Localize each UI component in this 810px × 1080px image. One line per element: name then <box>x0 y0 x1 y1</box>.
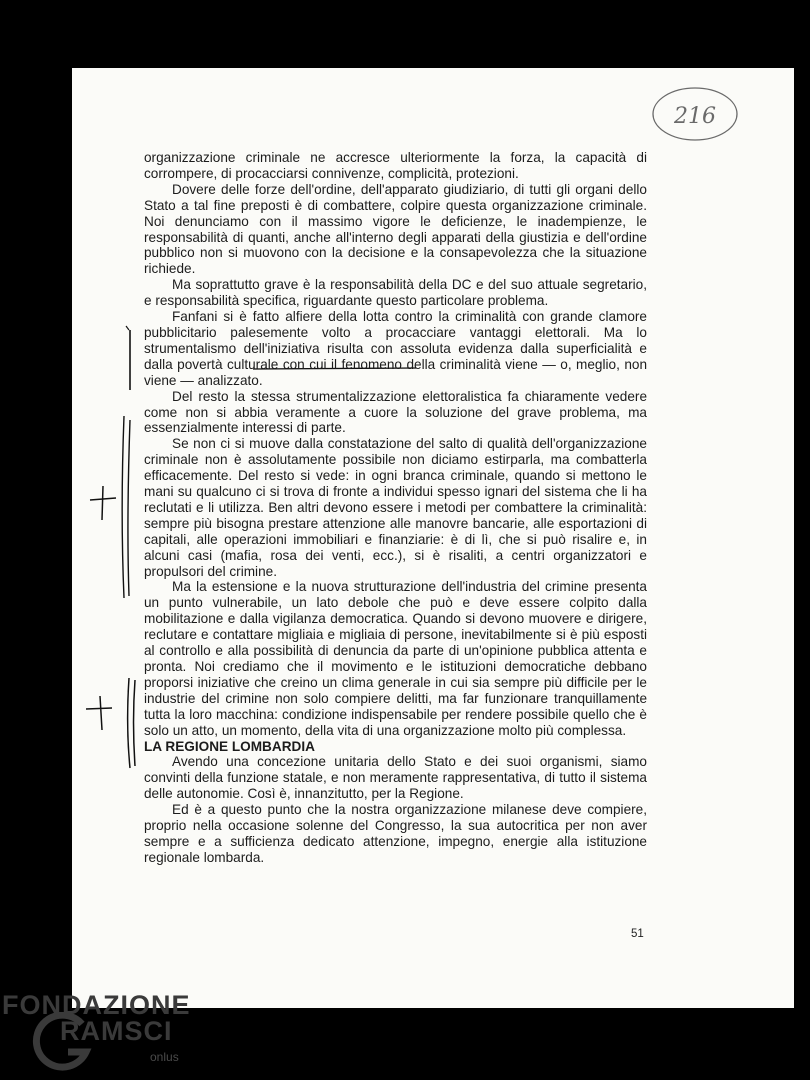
archive-mark: 216 <box>674 104 716 129</box>
paragraph-7: Ma la estensione e la nuova strutturazione dell'industria del crimine presenta un punto vulnerabile, un lato debole che può e deve essere colpito dalla mobilitazione e dalla vigilanza democratica. Quando si devono muovere e dirigere, reclutare e contattare migliaia e migliaia di persone, inevitabilmente si è più esposti al controllo e alla possibilità di denuncia da parte di un'opinione pubblica attenta e pronta. Noi crediamo che il movimento e le istituzioni democratiche debbano proporsi iniziative che creino un clima generale in cui sia sempre più difficile per le industrie del crimine non solo compiere delitti, ma far funzionare tranquillamente tutta la loro macchina: condizione indispensabile per rendere possibile quello che è solo un atto, un momento, della vita di una organizzazione molto più complessa. <box>144 579 647 738</box>
paragraph-4-end: con cui il fenomeno della criminalità viene — o, meglio, non viene — analizzato. <box>144 356 648 388</box>
margin-bracket-3 <box>128 678 130 768</box>
section-paragraph-1: Avendo una concezione unitaria dello Stato e dei suoi organismi, siamo convinti della funzione statale, e non meramente rappresentativa, di tutto il sistema delle autonomie. Così è, innanzitutto, per la Regione. <box>144 754 647 802</box>
section-heading: LA REGIONE LOMBARDIA <box>144 738 315 754</box>
paragraph-1: organizzazione criminale ne accresce ulteriormente la forza, la capacità di corrompere, di procacciarsi connivenze, complicità, protezioni. <box>144 150 647 181</box>
page-number: 51 <box>631 928 644 940</box>
margin-plus-mark-1 <box>90 486 116 520</box>
section-paragraph-2: Ed è a questo punto che la nostra organizzazione milanese deve compiere, proprio nella occasione solenne del Congresso, la sua autocritica per non aver sempre e a sufficienza dedicato attenzione, impegno, energie alla istituzione regionale lombarda. <box>144 802 647 865</box>
watermark-sub: onlus <box>150 1050 179 1064</box>
body-text <box>144 150 647 866</box>
document-page <box>72 68 794 1008</box>
watermark-line1: FONDAZIONE <box>2 990 191 1020</box>
fondazione-gramsci-watermark <box>2 990 202 1070</box>
paragraph-3: Ma soprattutto grave è la responsabilità della DC e del suo attuale segretario, e responsabilità specifica, riguardante questo particolare problema. <box>144 277 647 309</box>
paragraph-4 <box>144 309 647 389</box>
margin-bracket-2 <box>122 416 124 598</box>
underlined-phrase: dalla povertà culturale <box>144 356 279 372</box>
paragraph-4-start: Fanfani si è fatto alfiere della lotta contro la criminalità con grande clamore pubblicitario palesemente volto a procacciare vantaggi elettorali. Ma lo strumentalismo dell'iniziativa risulta con assoluta evidenza dalla superficialità e <box>144 309 647 356</box>
paragraph-6: Se non ci si muove dalla constatazione del salto di qualità dell'organizzazione criminale non è assolutamente possibile non diciamo estirparla, ma combatterla efficacemente. Del resto si vede: in ogni branca criminale, quando si mettono le mani su qualcuno ci si trova di fronte a individui spesso ignari del sistema che li ha reclutati e li utilizza. Ben altri devono essere i metodi per combattere la criminalità: sempre più bisogna prestare attenzione alle manovre bancarie, alle esportazioni di capitali, alle operazioni immobiliari e finanziarie: è di lì, che si può risalire e, in alcuni casi (mafia, rosa dei venti, ecc.), si è risaliti, a centri organizzatori e propulsori del crimine. <box>144 436 647 579</box>
margin-plus-mark-2 <box>86 696 112 730</box>
paragraph-5: Del resto la stessa strumentalizzazione elettoralistica fa chiaramente vedere come non si abbia veramente a cuore la soluzione del grave problema, ma essenzialmente interessi di parte. <box>144 388 647 436</box>
paragraph-2: Dovere delle forze dell'ordine, dell'apparato giudiziario, di tutti gli organi dello Stato a tal fine preposti è di combattere, colpire questa organizzazione criminale. Noi denunciamo con il massimo vigore le deficienze, le inadempienze, le responsabilità di quanti, anche all'interno degli apparati della giustizia e dell'ordine pubblico non si muovono con la decisione e la consapevolezza che la situazione richiede. <box>144 181 647 277</box>
watermark-line2: RAMSCI <box>60 1016 173 1046</box>
